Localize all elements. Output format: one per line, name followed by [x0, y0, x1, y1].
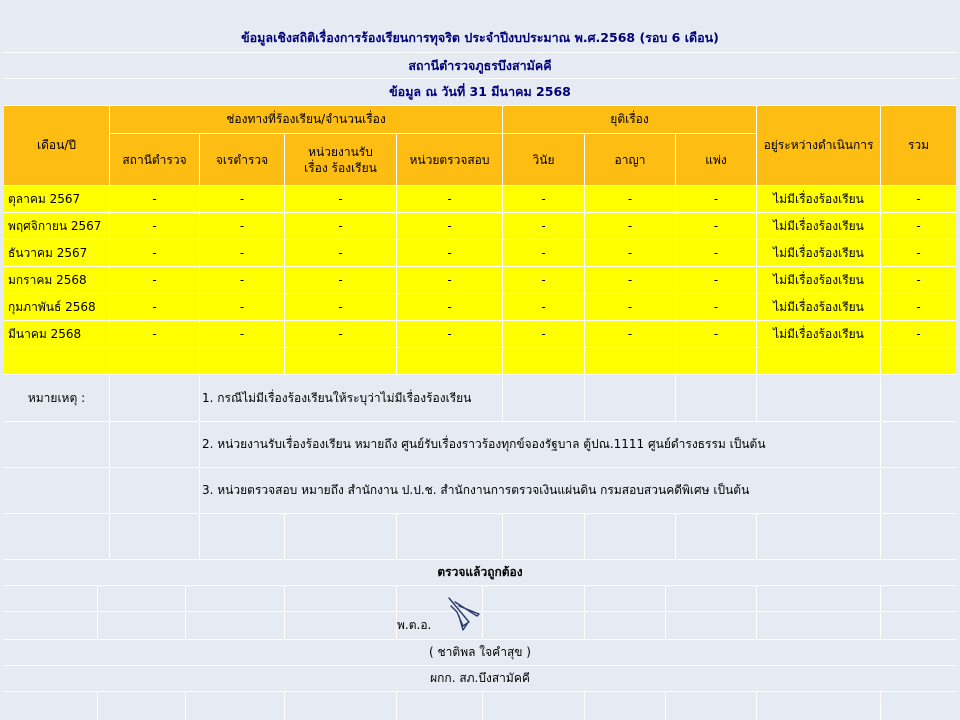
rank-text: พ.ต.อ. [397, 618, 432, 632]
table-row [4, 240, 956, 267]
empty-row [4, 514, 956, 560]
header-total: รวม [907, 138, 930, 153]
table-row [4, 213, 956, 240]
value-cell: - [676, 294, 757, 320]
status-cell: ไม่มีเรื่องร้องเรียน [757, 294, 881, 320]
value-cell: - [110, 321, 200, 347]
value-cell [676, 348, 757, 374]
total-cell: - [916, 327, 921, 341]
table-row [4, 186, 956, 213]
header-civil: แพ่ง [676, 134, 757, 186]
status-cell: ไม่มีเรื่องร้องเรียน [757, 186, 881, 212]
note-item-1: 1. กรณีไม่มีเรื่องร้องเรียนให้ระบุว่าไม่มีเรื่องร้องเรียน [200, 376, 503, 421]
total-cell: - [916, 192, 921, 206]
value-cell: - [110, 294, 200, 320]
header-discipline: วินัย [503, 134, 585, 186]
value-cell: - [585, 294, 676, 320]
report-title: ข้อมูลเชิงสถิติเรื่องการร้องเรียนการทุจริต ประจำปีงบประมาณ พ.ศ.2568 (รอบ 6 เดือน) [241, 30, 719, 45]
table-header [4, 106, 956, 186]
value-cell: - [285, 321, 397, 347]
header-channels: ช่องทางที่ร้องเรียน/จำนวนเรื่อง [110, 106, 503, 134]
value-cell: - [285, 240, 397, 266]
header-in-progress: อยู่ระหว่างดำเนินการ [757, 106, 881, 185]
signer-name: ( ชาติพล ใจคำสุข ) [429, 645, 531, 659]
value-cell: - [585, 186, 676, 212]
value-cell: - [200, 186, 285, 212]
value-cell [200, 348, 285, 374]
value-cell [110, 348, 200, 374]
value-cell: - [503, 240, 585, 266]
title-row-3 [4, 79, 956, 106]
value-cell: - [676, 321, 757, 347]
value-cell: - [110, 267, 200, 293]
signature-row [4, 612, 956, 640]
value-cell: - [397, 240, 503, 266]
value-cell: - [676, 240, 757, 266]
value-cell: - [200, 213, 285, 239]
position-row [4, 666, 956, 692]
value-cell: - [397, 294, 503, 320]
month-cell [4, 348, 110, 374]
bottom-row [4, 692, 956, 720]
value-cell: - [200, 267, 285, 293]
header-closed: ยุติเรื่อง [503, 106, 757, 134]
value-cell [585, 348, 676, 374]
total-cell: - [916, 246, 921, 260]
note-item-2: 2. หน่วยงานรับเรื่องร้องเรียน หมายถึง ศูนย์รับเรื่องราวร้องทุกข์จองรัฐบาล ตู้ปณ.1111 ศูนย์ดำรงธรรม เป็นต้น [200, 422, 881, 467]
total-cell: - [916, 300, 921, 314]
status-cell: ไม่มีเรื่องร้องเรียน [757, 267, 881, 293]
table-row [4, 321, 956, 348]
value-cell: - [397, 267, 503, 293]
signature-icon [439, 594, 485, 634]
header-audit-unit: หน่วยตรวจสอบ [397, 134, 503, 186]
month-cell: พฤศจิกายน 2567 [4, 213, 110, 239]
certified-text: ตรวจแล้วถูกต้อง [437, 565, 523, 579]
value-cell: - [503, 267, 585, 293]
value-cell: - [285, 267, 397, 293]
value-cell: - [585, 321, 676, 347]
value-cell: - [397, 213, 503, 239]
rank-cell [397, 612, 483, 639]
value-cell: - [285, 213, 397, 239]
note-row-3 [4, 468, 956, 514]
header-station: สถานีตำรวจ [110, 134, 200, 186]
certified-row [4, 560, 956, 586]
header-receiving-agency: หน่วยงานรับเรื่อง ร้องเรียน [285, 134, 397, 186]
status-cell: ไม่มีเรื่องร้องเรียน [757, 321, 881, 347]
value-cell: - [585, 240, 676, 266]
table-row-empty [4, 348, 956, 375]
table-row [4, 267, 956, 294]
value-cell: - [585, 267, 676, 293]
value-cell: - [397, 321, 503, 347]
header-criminal: อาญา [585, 134, 676, 186]
note-row-2 [4, 422, 956, 468]
month-cell: มกราคม 2568 [4, 267, 110, 293]
month-cell: ตุลาคม 2567 [4, 186, 110, 212]
total-cell [881, 348, 956, 374]
table-row [4, 294, 956, 321]
station-name: สถานีตำรวจภูธรบึงสามัคคี [408, 57, 552, 73]
note-item-3: 3. หน่วยตรวจสอบ หมายถึง สำนักงาน ป.ป.ช. สำนักงานการตรวจเงินแผ่นดิน กรมสอบสวนคดีพิเศษ เป็นต้น [200, 468, 881, 513]
value-cell: - [503, 321, 585, 347]
status-cell: ไม่มีเรื่องร้องเรียน [757, 240, 881, 266]
value-cell: - [503, 294, 585, 320]
header-inspector: จเรตำรวจ [200, 134, 285, 186]
header-month: เดือน/ปี [4, 106, 110, 185]
value-cell: - [397, 186, 503, 212]
value-cell [285, 348, 397, 374]
value-cell: - [200, 294, 285, 320]
month-cell: ธันวาคม 2567 [4, 240, 110, 266]
title-row-1 [4, 24, 956, 53]
value-cell: - [200, 321, 285, 347]
value-cell: - [285, 294, 397, 320]
value-cell: - [200, 240, 285, 266]
title-row-2 [4, 53, 956, 79]
value-cell: - [110, 186, 200, 212]
total-cell: - [916, 219, 921, 233]
value-cell: - [285, 186, 397, 212]
value-cell: - [676, 186, 757, 212]
data-date: ข้อมูล ณ วันที่ 31 มีนาคม 2568 [389, 84, 571, 99]
signer-position: ผกก. สภ.บึงสามัคคี [430, 671, 530, 685]
month-cell: มีนาคม 2568 [4, 321, 110, 347]
status-cell [757, 348, 881, 374]
notes-label: หมายเหตุ : [4, 376, 110, 421]
name-row [4, 640, 956, 666]
value-cell: - [110, 213, 200, 239]
value-cell [503, 348, 585, 374]
value-cell: - [110, 240, 200, 266]
value-cell: - [503, 213, 585, 239]
value-cell: - [676, 267, 757, 293]
value-cell: - [585, 213, 676, 239]
note-row-1 [4, 376, 956, 422]
value-cell: - [503, 186, 585, 212]
value-cell [397, 348, 503, 374]
status-cell: ไม่มีเรื่องร้องเรียน [757, 213, 881, 239]
value-cell: - [676, 213, 757, 239]
total-cell: - [916, 273, 921, 287]
month-cell: กุมภาพันธ์ 2568 [4, 294, 110, 320]
